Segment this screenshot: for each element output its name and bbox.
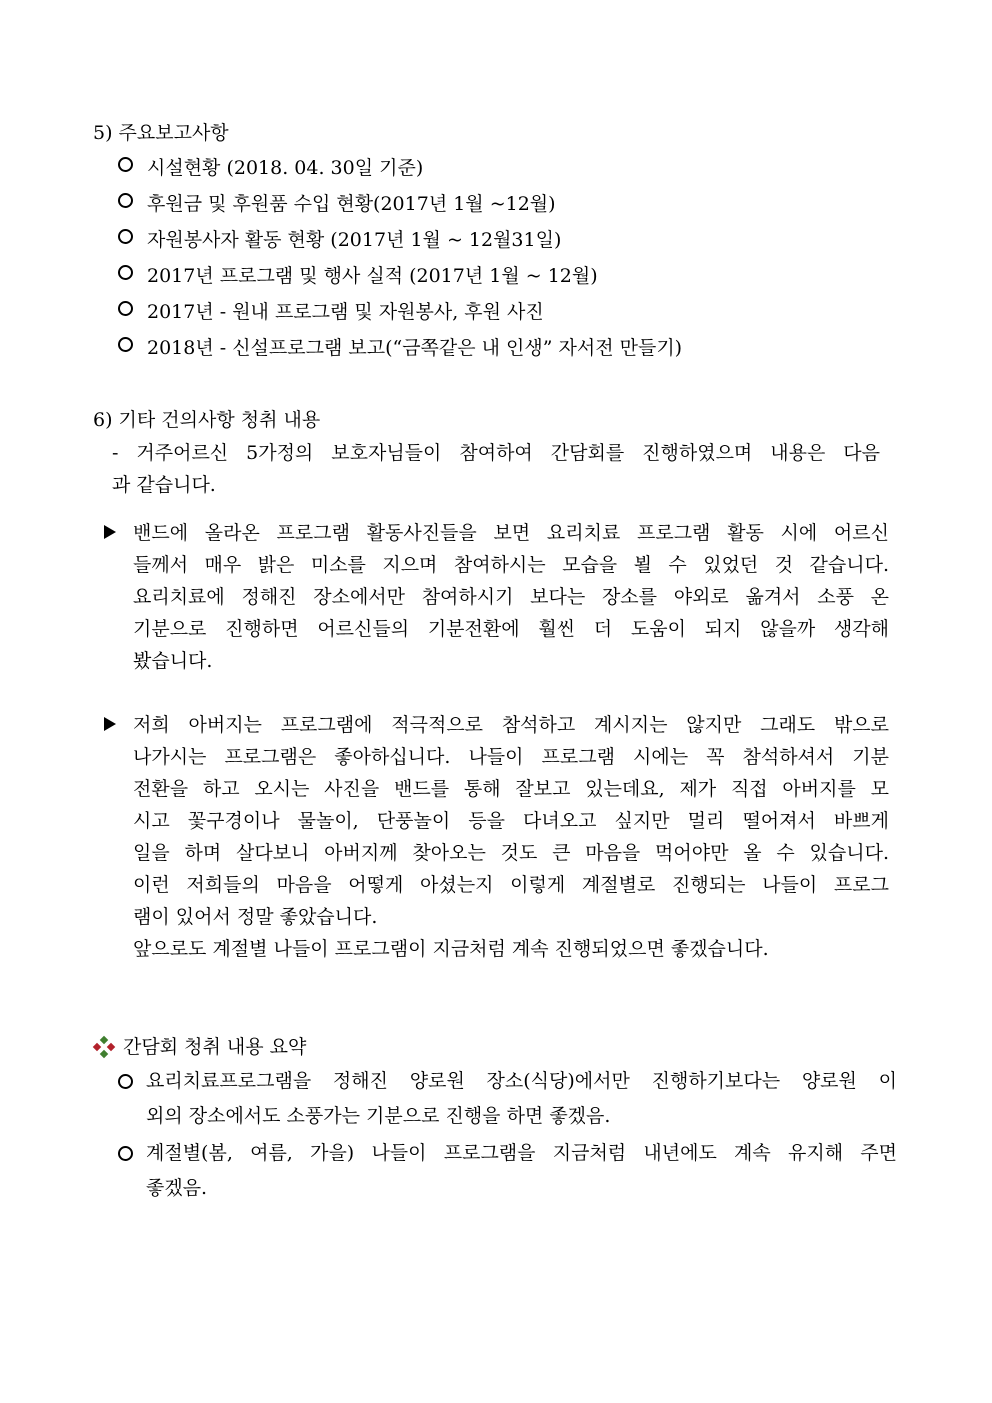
section5-item: 시설현황 (2018. 04. 30일 기준) <box>118 153 423 180</box>
section5-item: 2018년 - 신설프로그램 보고(“금쪽같은 내 인생” 자서전 만들기) <box>118 333 682 360</box>
circle-bullet-icon <box>118 337 133 352</box>
circle-bullet-icon <box>118 229 133 244</box>
section5-item: 후원금 및 후원품 수입 현황(2017년 1월 ~12월) <box>118 189 556 216</box>
summary-title: 간담회 청취 내용 요약 <box>123 1036 307 1058</box>
diamond-bottom <box>100 1050 108 1058</box>
diamond-left <box>93 1043 101 1051</box>
circle-bullet-icon <box>118 193 133 208</box>
circle-bullet-icon <box>118 1074 133 1089</box>
triangle-arrow-icon <box>104 525 116 539</box>
section6-heading: 6) 기타 건의사항 청취 내용 <box>93 409 321 431</box>
opinion-body: 저희 아버지는 프로그램에 적극적으로 참석하고 계시지는 않지만 그래도 밖으로 나가시는 프로그램은 좋아하십니다. 나들이 프로그램 시에는 꼭 참석하셔서 기분 전환을 하고 오시는 사진을 밴드를 통해 잘보고 있는데요, 제가 직접 아버지를 모 시고 꽃구경이나 물놀이, 단풍놀이 등을 다녀오고 싶지만 멀리 떨어져서 바쁘게 일을 하며 살다보니 아버지께 찾아오는 것도 큰 마음을 먹어야만 올 수 있습니다. 이런 저희들의 마음을 어떻게 아셨는지 이렇게 계절별로 진행되는 나들이 프로그 램이 있어서 정말 좋았습니다. 앞으로도 계절별 나들이 프로그램이 지금처럼 계속 진행되었으면 좋겠습니다. <box>133 714 889 960</box>
opinion-body: 밴드에 올라온 프로그램 활동사진들을 보면 요리치료 프로그램 활동 시에 어르신 들께서 매우 밝은 미소를 지으며 참여하시는 모습을 뵐 수 있었던 것 같습니다. 요리치료에 정해진 장소에서만 참여하시기 보다는 장소를 야외로 옮겨서 소풍 온 기분으로 진행하면 어르신들의 기분전환에 훨씬 더 도움이 되지 않을까 생각해 봤습니다. <box>133 522 889 672</box>
section5-item: 2017년 - 원내 프로그램 및 자원봉사, 후원 사진 <box>118 297 544 324</box>
circle-bullet-icon <box>118 157 133 172</box>
diamond-right <box>107 1043 115 1051</box>
triangle-arrow-icon <box>104 717 116 731</box>
section5-heading: 5) 주요보고사항 <box>93 122 229 144</box>
diamond-top <box>100 1036 108 1044</box>
four-diamond-icon <box>93 1036 115 1058</box>
section5-item: 자원봉사자 활동 현황 (2017년 1월 ~ 12월31일) <box>118 225 561 252</box>
circle-bullet-icon <box>118 301 133 316</box>
circle-bullet-icon <box>118 1146 133 1161</box>
section5-item: 2017년 프로그램 및 행사 실적 (2017년 1월 ~ 12월) <box>118 261 598 288</box>
section6-intro: - 거주어르신 5가정의 보호자님들이 참여하여 간담회를 진행하였으며 내용은 다음 과 같습니다. <box>112 442 880 496</box>
document-page: 5) 주요보고사항 시설현황 (2018. 04. 30일 기준) 후원금 및 후원품 수입 현황(2017년 1월 ~12월) 자원봉사자 활동 현황 (2017년 1월 ~ 12월31일) 2017년 프로그램 및 행사 실적 (2017년 1월 ~ 12월) 2017년 - 원내 프로그램 및 자원봉사, 후원 사진 2018년 - 신설프로그램 보고(“금쪽같은 내 인생” 자서전 만들기) 6) 기타 건의사항 청취 내용 - 거주어르신 5가정의 보호자님들이 참여하여 간담회를 진행하였으며 내용은 다음 과 같습니다. 밴드에 올라온 프로그램 활동사진들을 보면 요리치료 프로그램 활동 시에 어르신 들께서 매우 밝은 미소를 지으며 참여하시는 모습을 뵐 수 있었던 것 같습니다. 요리치료에 정해진 장소에서만 참여하시기 보다는 장소를 야외로 옮겨서 소풍 온 기분으로 진행하면 어르신들의 기분전환에 훨씬 더 도움이 되지 않을까 생각해 봤습니다. 저희 아버지는 프로그램에 적극적으로 참석하고 계시지는 않지만 그래도 밖으로 나가시는 프로그램은 좋아하십니다. 나들이 프로그램 시에는 꼭 참석하셔서 기분 전환을 하고 오시는 사진을 밴드를 통해 잘보고 있는데요, 제가 직접 아버지를 모 시고 꽃구경이나 물놀이, 단풍놀이 등을 다녀오고 싶지만 멀리 떨어져서 바쁘게 일을 하며 살다보니 아버지께 찾아오는 것도 큰 마음을 먹어야만 올 수 있습니다. 이런 저희들의 마음을 어떻게 아셨는지 이렇게 계절별로 진행되는 나들이 프로그 램이 있어서 정말 좋았습니다. 앞으로도 계절별 나들이 프로그램이 지금처럼 계속 진행되었으면 좋겠습니다. 간담회 청취 내용 요약 요리치료프로그램을 정해진 양로원 장소(식당)에서만 진행하기보다는 양로원 이 외의 장소에서도 소풍가는 기분으로 진행을 하면 좋겠음. 계절별(봄, 여름, 가을) 나들이 프로그램을 지금처럼 내년에도 계속 유지해 주면 좋겠음. <box>0 0 992 1403</box>
circle-bullet-icon <box>118 265 133 280</box>
